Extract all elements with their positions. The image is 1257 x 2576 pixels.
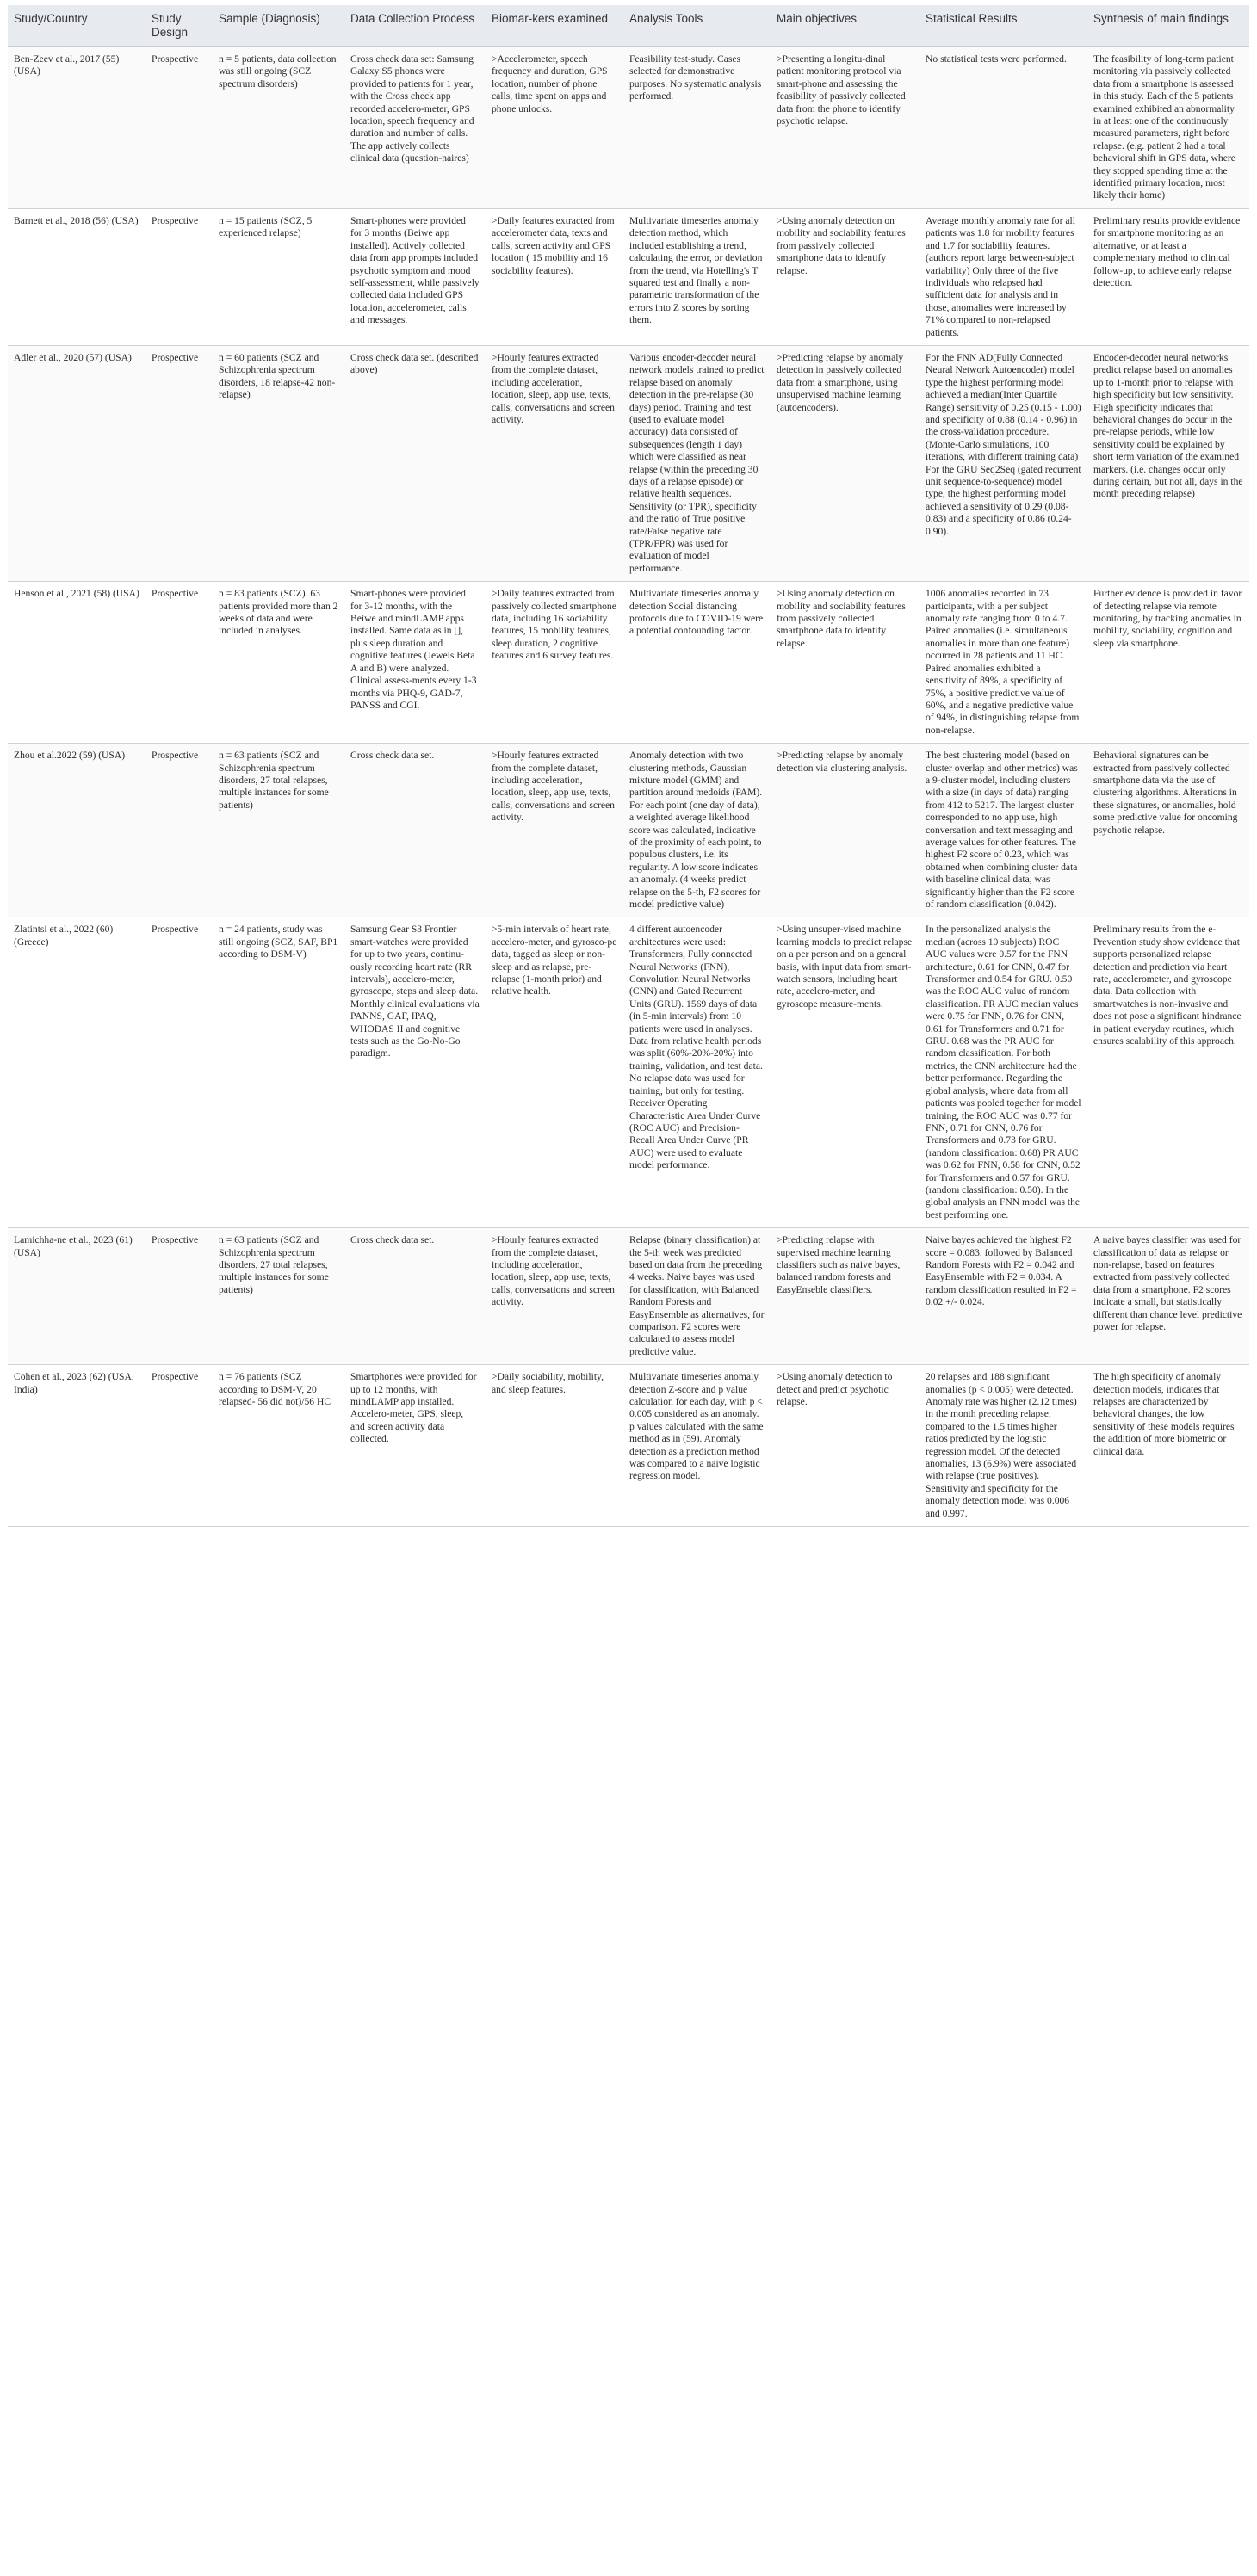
cell-study-design: Prospective (146, 1228, 213, 1365)
cell-sample: n = 60 patients (SCZ and Schizophrenia spectrum disorders, 18 relapse-42 non-relapse) (213, 345, 344, 581)
cell-synthesis: A naive bayes classifier was used for classification of data as relapse or non-relapse, based on features extracted from passively collected data from a smartphone. F2 scores indicate a small, but statistically different than chance level predictive power for relapse. (1087, 1228, 1249, 1365)
cell-biomarkers: >Hourly features extracted from the complete dataset, including acceleration, location, sleep, app use, texts, calls, conversations and screen activity. (486, 744, 623, 917)
cell-sample: n = 76 patients (SCZ according to DSM-V, 20 relapsed- 56 did not)/56 HC (213, 1365, 344, 1527)
cell-study-design: Prospective (146, 208, 213, 345)
cell-analysis-tools: Feasibility test-study. Cases selected for demonstrative purposes. No systematic analysis performed. (623, 47, 771, 209)
header-main-objectives: Main objectives (771, 5, 920, 47)
cell-synthesis: Preliminary results from the e-Prevention study show evidence that supports personalized relapse detection and prediction via heart rate, accelerometer, and gyroscope data. Data collection with smartwatches is non-invasive and does not pose a significant hindrance in patient everyday routines, which ensures scalability of this approach. (1087, 917, 1249, 1228)
cell-statistical-results: 1006 anomalies recorded in 73 participants, with a per subject anomaly rate ranging from 0 to 4.7. Paired anomalies (i.e. simultaneous anomalies in more than one feature) occurred in 28 patients and 11 HC. Paired anomalies exhibited a sensitivity of 89%, a specificity of 75%, a positive predictive value of 60%, and a negative predictive value of 94%, in distinguishing relapse from non-relapse. (920, 582, 1087, 744)
table-row (8, 47, 1249, 209)
header-statistical-results: Statistical Results (920, 5, 1087, 47)
cell-biomarkers: >Hourly features extracted from the complete dataset, including acceleration, location, sleep, app use, texts, calls, conversations and screen activity. (486, 1228, 623, 1365)
cell-synthesis: Further evidence is provided in favor of detecting relapse via remote monitoring, by tracking anomalies in mobility, sociability, cognition and sleep via smartphone. (1087, 582, 1249, 744)
cell-study-design: Prospective (146, 582, 213, 744)
cell-data-collection: Cross check data set. (344, 1228, 486, 1365)
header-data-collection: Data Collection Process (344, 5, 486, 47)
cell-data-collection: Cross check data set: Samsung Galaxy S5 phones were provided to patients for 1 year, with the Cross check app recorded accelero-meter, GPS location, speech frequency and duration and number of calls. The app actively collects clinical data (question-naires) (344, 47, 486, 209)
cell-statistical-results: For the FNN AD(Fully Connected Neural Network Autoencoder) model type the highest performing model achieved a median(Inter Quartile Range) sensitivity of 0.25 (0.15 - 1.00) and specificity of 0.88 (0.14 - 0.96) in the cross-validation procedure. (Monte-Carlo simulations, 100 iterations, with different training data) For the GRU Seq2Seq (gated recurrent unit sequence-to-sequence) model type, the highest performing model achieved a sensitivity of 0.29 (0.08-0.83) and a specificity of 0.86 (0.24-0.90). (920, 345, 1087, 581)
cell-biomarkers: >Daily sociability, mobility, and sleep features. (486, 1365, 623, 1527)
header-analysis-tools: Analysis Tools (623, 5, 771, 47)
cell-statistical-results: No statistical tests were performed. (920, 47, 1087, 209)
cell-analysis-tools: Multivariate timeseries anomaly detection Social distancing protocols due to COVID-19 were a potential confounding factor. (623, 582, 771, 744)
cell-analysis-tools: 4 different autoencoder architectures were used: Transformers, Fully connected Neural Networks (FNN), Convolution Neural Networks (CNN) and Gated Recurrent Units (GRU). 1569 days of data (in 5-min intervals) from 10 patients were used in analyses. Data from relative health periods was split (60%-20%-20%) into training, validation, and test data. No relapse data was used for training, but only for testing. Receiver Operating Characteristic Area Under Curve (ROC AUC) and Precision-Recall Area Under Curve (PR AUC) were used to evaluate model performance. (623, 917, 771, 1228)
cell-biomarkers: >Daily features extracted from passively collected smartphone data, including 16 sociability features, 15 mobility features, sleep duration, 2 cognitive features and 6 survey features. (486, 582, 623, 744)
cell-study-country: Lamichha-ne et al., 2023 (61) (USA) (8, 1228, 146, 1365)
cell-sample: n = 83 patients (SCZ). 63 patients provided more than 2 weeks of data and were included in analyses. (213, 582, 344, 744)
cell-statistical-results: The best clustering model (based on cluster overlap and other metrics) was a 9-cluster model, including clusters with a size (in days of data) ranging from 412 to 5217. The largest cluster corresponded to no app use, high conversation and text messaging and average values for other features. The highest F2 score of 0.23, which was obtained when combining cluster data with baseline clinical data, was significantly higher than the F2 score of random classification (0.042). (920, 744, 1087, 917)
cell-synthesis: Preliminary results provide evidence for smartphone monitoring as an alternative, or at least a complementary method to clinical follow-up, to achieve early relapse detection. (1087, 208, 1249, 345)
cell-sample: n = 24 patients, study was still ongoing (SCZ, SAF, BP1 according to DSM-V) (213, 917, 344, 1228)
header-study-design: Study Design (146, 5, 213, 47)
cell-biomarkers: >Accelerometer, speech frequency and duration, GPS location, number of phone calls, time spent on apps and phone unlocks. (486, 47, 623, 209)
cell-study-design: Prospective (146, 1365, 213, 1527)
cell-analysis-tools: Anomaly detection with two clustering methods, Gaussian mixture model (GMM) and partition around medoids (PAM). For each point (one day of data), a weighted average likelihood score was calculated, indicative of the proximity of each point, to populous clusters, i.e. its regularity. A low score indicates an anomaly. (4 weeks predict relapse on the 5-th, F2 scores for model predictive value) (623, 744, 771, 917)
cell-data-collection: Smart-phones were provided for 3-12 months, with the Beiwe and mindLAMP apps installed. Same data as in [], plus sleep duration and cognitive features (Jewels Beta A and B) were analyzed. Clinical assess-ments every 1-3 months via PHQ-9, GAD-7, PANSS and CGI. (344, 582, 486, 744)
header-study-country: Study/Country (8, 5, 146, 47)
cell-statistical-results: 20 relapses and 188 significant anomalies (p < 0.005) were detected. Anomaly rate was higher (2.12 times) in the month preceding relapse, compared to the 1.5 times higher ratios predicted by the logistic regression model. Of the detected anomalies, 13 (6.9%) were associated with relapse (true positives). Sensitivity and specificity for the anomaly detection model was 0.006 and 0.997. (920, 1365, 1087, 1527)
cell-data-collection: Cross check data set. (344, 744, 486, 917)
cell-study-country: Henson et al., 2021 (58) (USA) (8, 582, 146, 744)
cell-statistical-results: Naive bayes achieved the highest F2 score = 0.083, followed by Balanced Random Forests with F2 = 0.042 and EasyEnsemble with F2 = 0.034. A random classification resulted in F2 = 0.02 +/- 0.024. (920, 1228, 1087, 1365)
table-row (8, 1228, 1249, 1365)
cell-data-collection: Samsung Gear S3 Frontier smart-watches were provided for up to two years, continu-ously recording heart rate (RR intervals), accelero-meter, gyroscope, steps and sleep data. Monthly clinical evaluations via PANNS, GAF, IPAQ, WHODAS II and cognitive tests such as the Go-No-Go paradigm. (344, 917, 486, 1228)
table-row (8, 917, 1249, 1228)
cell-analysis-tools: Relapse (binary classification) at the 5-th week was predicted based on data from the preceding 4 weeks. Naive bayes was used for classification, with Balanced Random Forests and EasyEnsemble as alternatives, for comparison. F2 scores were calculated to assess model predictive value. (623, 1228, 771, 1365)
cell-biomarkers: >Daily features extracted from accelerometer data, texts and calls, screen activity and GPS location ( 15 mobility and 16 sociability features). (486, 208, 623, 345)
cell-main-objectives: >Predicting relapse with supervised machine learning classifiers such as naive bayes, balanced random forests and EasyEnseble classifiers. (771, 1228, 920, 1365)
cell-analysis-tools: Multivariate timeseries anomaly detection method, which included establishing a trend, calculating the error, or deviation from the trend, via Hotelling's T squared test and finally a non-parametric transformation of the errors into Z scores by sorting them. (623, 208, 771, 345)
cell-synthesis: The high specificity of anomaly detection models, indicates that relapses are characterized by behavioral changes, the low sensitivity of these models requires the addition of more biometric or clinical data. (1087, 1365, 1249, 1527)
cell-study-design: Prospective (146, 744, 213, 917)
table-row (8, 208, 1249, 345)
cell-study-design: Prospective (146, 917, 213, 1228)
cell-data-collection: Smart-phones were provided for 3 months (Beiwe app installed). Actively collected data from app prompts included psychotic symptom and mood self-assessment, while passively collected data included GPS location, accelerometer, calls and messages. (344, 208, 486, 345)
cell-sample: n = 5 patients, data collection was still ongoing (SCZ spectrum disorders) (213, 47, 344, 209)
cell-study-country: Zlatintsi et al., 2022 (60) (Greece) (8, 917, 146, 1228)
cell-statistical-results: In the personalized analysis the median (across 10 subjects) ROC AUC values were 0.57 for the FNN architecture, 0.61 for CNN, 0.47 for Transformer and 0.54 for GRU. 0.50 was the ROC AUC value of random classification. PR AUC median values were 0.75 for FNN, 0.76 for CNN, 0.61 for Transformers and 0.71 for GRU. 0.68 was the PR AUC for random classification. For both metrics, the CNN architecture had the better performance. Regarding the global analysis, where data from all patients was pooled together for model training, the ROC AUC was 0.77 for FNN, 0.71 for CNN, 0.76 for Transformers and 0.73 for GRU. (random classification: 0.68) PR AUC was 0.62 for FNN, 0.58 for CNN, 0.52 for Transformers and 0.57 for GRU. (random classification: 0.50). In the global analysis an FNN model was the best performing one. (920, 917, 1087, 1228)
table-row (8, 1365, 1249, 1527)
cell-data-collection: Smartphones were provided for up to 12 months, with mindLAMP app installed. Accelero-meter, GPS, sleep, and screen activity data collected. (344, 1365, 486, 1527)
cell-main-objectives: >Using unsuper-vised machine learning models to predict relapse on a per person and on a general basis, with input data from smart-watch sensors, including heart rate, accelero-meter, and gyroscope measure-ments. (771, 917, 920, 1228)
cell-synthesis: The feasibility of long-term patient monitoring via passively collected data from a smartphone is assessed in this study. Each of the 5 patients examined exhibited an abnormality in at least one of the continuously measured parameters, right before relapse. (e.g. patient 2 had a total behavioral shift in GPS data, where they stopped spending time at the identified primary location, most likely their home) (1087, 47, 1249, 209)
cell-data-collection: Cross check data set. (described above) (344, 345, 486, 581)
cell-study-country: Ben-Zeev et al., 2017 (55)(USA) (8, 47, 146, 209)
cell-statistical-results: Average monthly anomaly rate for all patients was 1.8 for mobility features and 1.7 for sociability features. (authors report large between-subject variability) Only three of the five individuals who relapsed had sufficient data for analysis and in those, anomalies were increased by 71% compared to non-relapsed patients. (920, 208, 1087, 345)
header-sample: Sample (Diagnosis) (213, 5, 344, 47)
table-row (8, 345, 1249, 581)
table-row (8, 744, 1249, 917)
cell-study-design: Prospective (146, 345, 213, 581)
cell-study-country: Adler et al., 2020 (57) (USA) (8, 345, 146, 581)
cell-main-objectives: >Predicting relapse by anomaly detection via clustering analysis. (771, 744, 920, 917)
cell-synthesis: Encoder-decoder neural networks predict relapse based on anomalies up to 1-month prior to relapse with high specificity but low sensitivity. High specificity indicates that behavioral changes do occur in the pre-relapse periods, while low sensitivity could be explained by short term variation of the examined markers. (i.e. changes occur only during certain, but not all, days in the month preceding relapse) (1087, 345, 1249, 581)
cell-sample: n = 63 patients (SCZ and Schizophrenia spectrum disorders, 27 total relapses, multiple instances for some patients) (213, 1228, 344, 1365)
cell-main-objectives: >Using anomaly detection on mobility and sociability features from passively collected smartphone data to identify relapse. (771, 582, 920, 744)
header-synthesis: Synthesis of main findings (1087, 5, 1249, 47)
studies-table (8, 5, 1249, 1527)
cell-synthesis: Behavioral signatures can be extracted from passively collected smartphone data via the use of clustering algorithms. Alterations in these signatures, or anomalies, hold some predictive value for oncoming psychotic relapse. (1087, 744, 1249, 917)
cell-main-objectives: >Predicting relapse by anomaly detection in passively collected data from a smartphone, using unsupervised machine learning (autoencoders). (771, 345, 920, 581)
cell-study-design: Prospective (146, 47, 213, 209)
cell-main-objectives: >Using anomaly detection on mobility and sociability features from passively collected smartphone data to identify relapse. (771, 208, 920, 345)
cell-study-country: Barnett et al., 2018 (56) (USA) (8, 208, 146, 345)
cell-biomarkers: >5-min intervals of heart rate, accelero-meter, and gyrosco-pe data, tagged as sleep or non-sleep and as relapse, pre-relapse (1-month prior) and relative health. (486, 917, 623, 1228)
table-row (8, 582, 1249, 744)
cell-sample: n = 63 patients (SCZ and Schizophrenia spectrum disorders, 27 total relapses, multiple instances for some patients) (213, 744, 344, 917)
header-biomarkers: Biomar-kers examined (486, 5, 623, 47)
cell-sample: n = 15 patients (SCZ, 5 experienced relapse) (213, 208, 344, 345)
cell-biomarkers: >Hourly features extracted from the complete dataset, including acceleration, location, sleep, app use, texts, calls, conversations and screen activity. (486, 345, 623, 581)
table-header-row (8, 5, 1249, 47)
cell-analysis-tools: Multivariate timeseries anomaly detection Z-score and p value calculation for each day, with p < 0.005 considered as an anomaly. p values calculated with the same method as in (59). Anomaly detection as a prediction method was compared to a naive logistic regression model. (623, 1365, 771, 1527)
cell-main-objectives: >Using anomaly detection to detect and predict psychotic relapse. (771, 1365, 920, 1527)
cell-study-country: Zhou et al.2022 (59) (USA) (8, 744, 146, 917)
cell-main-objectives: >Presenting a longitu-dinal patient monitoring protocol via smart-phone and assessing the feasibility of passively collected data from the phone to identify psychotic relapse. (771, 47, 920, 209)
cell-study-country: Cohen et al., 2023 (62) (USA, India) (8, 1365, 146, 1527)
cell-analysis-tools: Various encoder-decoder neural network models trained to predict relapse based on anomaly detection in the pre-relapse (30 days) period. Training and test (used to evaluate model accuracy) data consisted of subsequences (length 1 day) which were classified as near relapse (within the preceding 30 days of a relapse episode) or relative health sequences. Sensitivity (or TPR), specificity and the ratio of True positive rate/False negative rate (TPR/FPR) was used for evaluation of model performance. (623, 345, 771, 581)
